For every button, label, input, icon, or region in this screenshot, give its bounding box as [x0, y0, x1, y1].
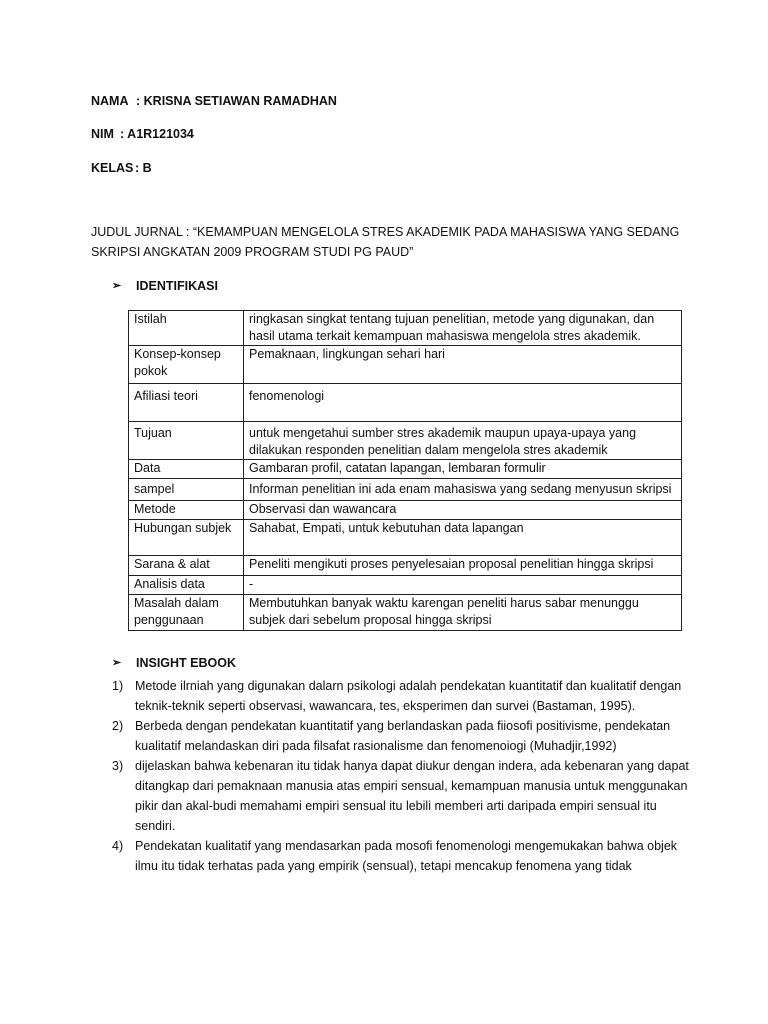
list-item: [112, 676, 692, 716]
nama-label: NAMA: [91, 94, 129, 108]
item-number: 1): [112, 679, 124, 693]
row-value: fenomenologi: [244, 384, 682, 422]
row-key: Sarana & alat: [129, 556, 244, 576]
table-row: [129, 501, 682, 520]
judul-line-2: SKRIPSI ANGKATAN 2009 PROGRAM STUDI PG PAUD”: [91, 245, 414, 259]
row-key: Tujuan: [129, 422, 244, 460]
table-row: [129, 384, 682, 422]
judul-line-1: JUDUL JURNAL : “KEMAMPUAN MENGELOLA STRES AKADEMIK PADA MAHASISWA YANG SEDANG: [91, 225, 680, 239]
table-row: [129, 556, 682, 576]
row-value: untuk mengetahui sumber stres akademik maupun upaya-upaya yang dilakukan responden penelitian dalam mengelola stres akademik: [244, 422, 682, 460]
row-key: sampel: [129, 479, 244, 501]
table-row: [129, 311, 682, 346]
item-number: 2): [112, 719, 124, 733]
list-item: [112, 716, 692, 756]
kelas-label: KELAS: [91, 161, 134, 175]
item-text: Pendekatan kualitatif yang mendasarkan pada mosofi fenomenologi mengemukakan bahwa objek ilmu itu tidak terhatas pada yang empirik (sensual), tetapi mencakup fenomena yang tidak: [135, 839, 678, 873]
nim-label: NIM: [91, 127, 114, 141]
identifikasi-title: IDENTIFIKASI: [136, 279, 218, 293]
table-row: [129, 460, 682, 479]
kelas-value: : B: [135, 161, 152, 175]
identifikasi-table: [128, 310, 682, 631]
row-value: Peneliti mengikuti proses penyelesaian proposal penelitian hingga skripsi: [244, 556, 682, 576]
row-value: Membutuhkan banyak waktu karengan peneliti harus sabar menunggu subjek dari sebelum proposal hingga skripsi: [244, 595, 682, 631]
table-row: [129, 422, 682, 460]
table-row: [129, 595, 682, 631]
nama-value: : KRISNA SETIAWAN RAMADHAN: [136, 94, 337, 108]
table-row: [129, 346, 682, 384]
row-key: Metode: [129, 501, 244, 520]
row-key: Konsep-konsep pokok: [129, 346, 244, 384]
row-value: Sahabat, Empati, untuk kebutuhan data lapangan: [244, 520, 682, 556]
nama-row: [91, 94, 337, 108]
row-value: Observasi dan wawancara: [244, 501, 682, 520]
table-row: [129, 520, 682, 556]
row-value: -: [244, 576, 682, 595]
row-value: Gambaran profil, catatan lapangan, lembaran formulir: [244, 460, 682, 479]
table-row: [129, 576, 682, 595]
nim-row: [91, 127, 194, 141]
row-value: ringkasan singkat tentang tujuan penelitian, metode yang digunakan, dan hasil utama terkait kemampuan mahasiswa mengelola stres akademik.: [244, 311, 682, 346]
row-value: Informan penelitian ini ada enam mahasiswa yang sedang menyusun skripsi: [244, 479, 682, 501]
nim-value: : A1R121034: [120, 127, 194, 141]
row-key: Masalah dalam penggunaan: [129, 595, 244, 631]
row-key: Analisis data: [129, 576, 244, 595]
arrow-bullet-icon: ➢: [112, 657, 122, 669]
insight-list: [112, 676, 692, 876]
kelas-row: [91, 161, 152, 175]
row-key: Afiliasi teori: [129, 384, 244, 422]
item-text: dijelaskan bahwa kebenaran itu tidak hanya dapat diukur dengan indera, ada kebenaran yang dapat ditangkap dari pemaknaan manusia atas empiri sensual, kemampuan manusia untuk menggunakan pikir dan akal-budi memahami empiri sensual itu lebili memberi arti daripada empiri sensual itu sendiri.: [135, 759, 689, 833]
arrow-bullet-icon: ➢: [112, 280, 122, 292]
item-text: Berbeda dengan pendekatan kuantitatif yang berlandaskan pada fiiosofi positivisme, pendekatan kualitatif melandaskan diri pada filsafat rasionalisme dan fenomenoiogi (Muhadjir,1992): [135, 719, 671, 753]
insight-title: INSIGHT EBOOK: [136, 656, 237, 670]
list-item: [112, 836, 692, 876]
row-value: Pemaknaan, lingkungan sehari hari: [244, 346, 682, 384]
item-number: 3): [112, 759, 124, 773]
table-row: [129, 479, 682, 501]
row-key: Istilah: [129, 311, 244, 346]
list-item: [112, 756, 692, 836]
row-key: Data: [129, 460, 244, 479]
row-key: Hubungan subjek: [129, 520, 244, 556]
item-text: Metode ilrniah yang digunakan dalarn psikologi adalah pendekatan kuantitatif dan kualitatif dengan teknik-teknik seperti observasi, wawancara, tes, eksperimen dan survei (Bastaman, 1995).: [135, 679, 682, 713]
item-number: 4): [112, 839, 124, 853]
